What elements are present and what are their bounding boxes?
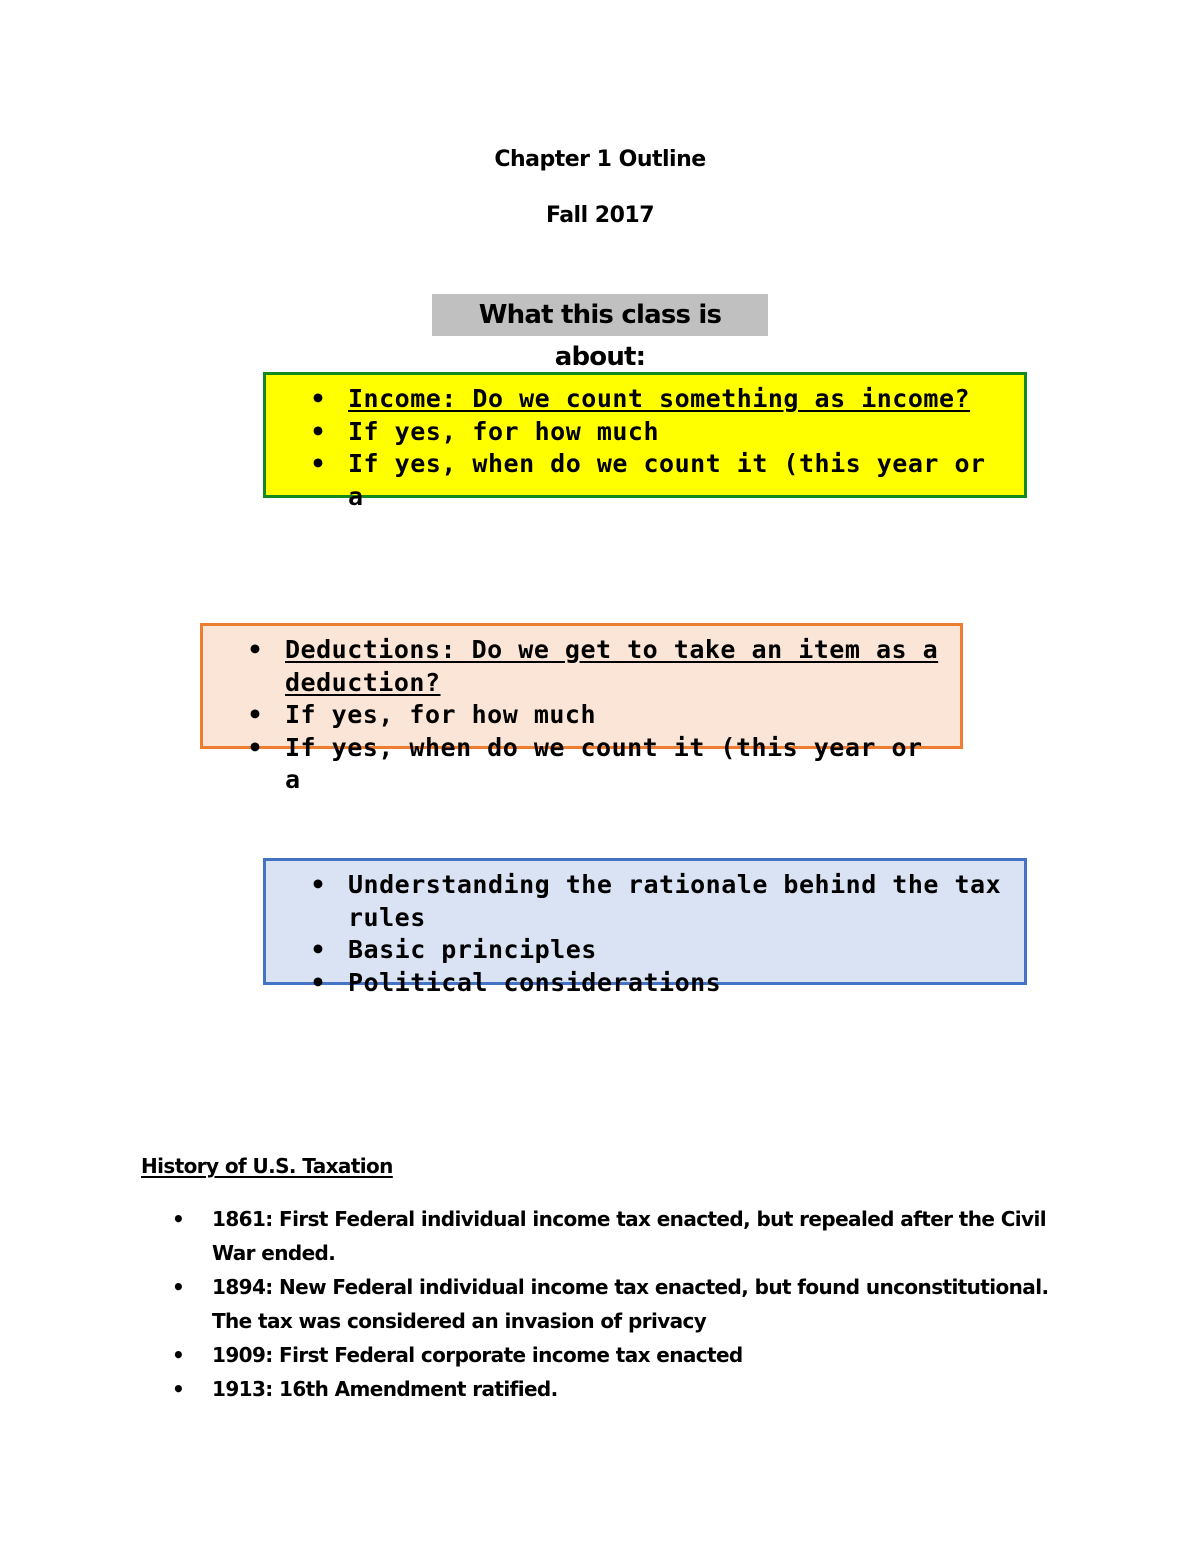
income-question-item: • Income: Do we count something as income? [310,383,1004,416]
income-textbox [263,372,1027,511]
political-considerations-item: • Political considerations [310,967,1004,1000]
history-heading: History of U.S. Taxation [141,1154,393,1178]
term-subtitle: Fall 2017 [545,203,655,228]
understanding-list [266,861,1024,999]
history-item-1913: • 1913: 16th Amendment ratified. [172,1372,1052,1406]
deductions-timing-item: • If yes, when do we count it (this year or a [247,732,940,797]
basic-principles-item: • Basic principles [310,934,1004,967]
page-title: Chapter 1 Outline [494,147,706,172]
income-timing-item: • If yes, when do we count it (this year or a [310,448,1004,513]
understanding-textbox [263,858,1027,997]
deductions-list [203,626,960,797]
class-about-heading: What this class is about: [432,294,768,336]
history-item-1861: • 1861: First Federal individual income tax enacted, but repealed after the Civil War ended. [172,1202,1052,1270]
income-list [266,375,1024,513]
history-list [172,1202,1052,1406]
deductions-textbox [200,623,963,794]
history-item-1894: • 1894: New Federal individual income tax enacted, but found unconstitutional. The tax was considered an invasion of privacy [172,1270,1052,1338]
deductions-amount-item: • If yes, for how much [247,699,940,732]
rationale-item: • Understanding the rationale behind the tax rules [310,869,1004,934]
deductions-question-item: • Deductions: Do we get to take an item as a deduction? [247,634,940,699]
history-item-1909: • 1909: First Federal corporate income tax enacted [172,1338,1052,1372]
income-amount-item: • If yes, for how much [310,416,1004,449]
